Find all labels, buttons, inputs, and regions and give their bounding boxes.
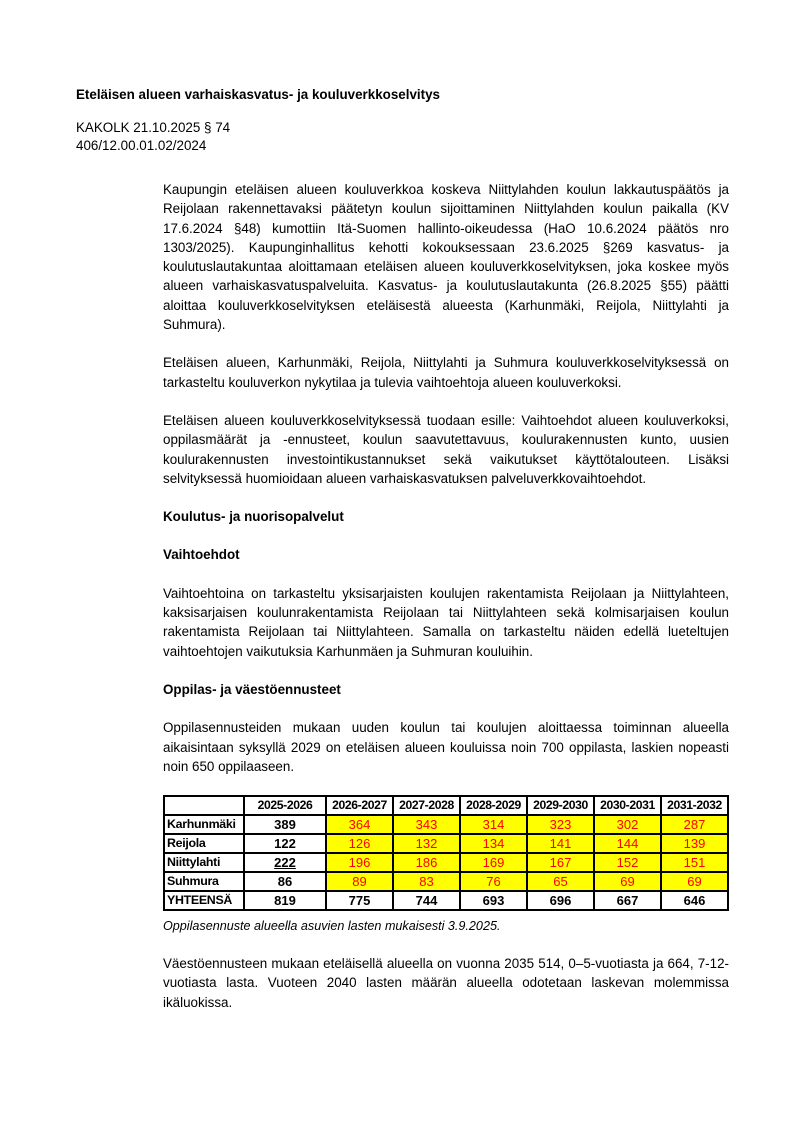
- table-cell: 126: [326, 834, 393, 853]
- paragraph-population: Väestöennusteen mukaan eteläisellä alueella on vuonna 2035 514, 0–5-vuotiasta ja 664, 7-12-vuotiasta lasta. Vuoteen 2040 lasten määrän alueella odotetaan laskevan molemmissa ikäluokissa.: [163, 956, 729, 1010]
- row-label: Reijola: [164, 834, 244, 853]
- header-cell-year: 2031-2032: [661, 796, 728, 815]
- paragraph-intro: Kaupungin eteläisen alueen kouluverkkoa koskeva Niittylahden koulun lakkautuspäätös ja Reijolaan rakennettavaksi päätetyn koulun sijoittaminen Niittylahden koulun paikalla (KV 17.6.2024 §48) kumottiin Itä-Suomen hallinto-oikeudessa (HaO 10.6.2024 päätös nro 1303/2025). Kaupunginhallitus kehotti kokouksessaan 23.6.2025 §269 kasvatus- ja koulutuslautakuntaa aloittamaan eteläisen alueen kouluverkkoselvityksen, joka koskee myös alueen varhaiskasvatuspalveluita. Kasvatus- ja koulutuslautakunta (26.8.2025 §55) päätti aloittaa kouluverkkoselvityksen eteläisestä alueesta (Karhunmäki, Reijola, Niittylahti ja Suhmura).: [163, 182, 729, 333]
- page-title: Eteläisen alueen varhaiskasvatus- ja kouluverkkoselvitys: [76, 87, 440, 102]
- table-cell: 323: [527, 815, 594, 834]
- table-cell: 343: [393, 815, 460, 834]
- table-cell: 169: [460, 853, 527, 872]
- table-cell: 89: [326, 872, 393, 891]
- table-cell: 196: [326, 853, 393, 872]
- table-cell: 134: [460, 834, 527, 853]
- table-header-row: [164, 796, 728, 815]
- table-row-karhunmaki: [164, 815, 728, 834]
- header-cell-year: 2027-2028: [393, 796, 460, 815]
- table-cell: 86: [244, 872, 326, 891]
- table-cell: 775: [326, 891, 393, 910]
- table-cell: 696: [527, 891, 594, 910]
- header-cell-year: 2026-2027: [326, 796, 393, 815]
- table-cell: 76: [460, 872, 527, 891]
- row-label: Suhmura: [164, 872, 244, 891]
- heading-forecasts: Oppilas- ja väestöennusteet: [163, 681, 341, 697]
- table-cell: 222: [244, 853, 326, 872]
- table-cell: 364: [326, 815, 393, 834]
- table-cell: 744: [393, 891, 460, 910]
- table-cell: 314: [460, 815, 527, 834]
- header-cell-year: 2028-2029: [460, 796, 527, 815]
- table-row-niittylahti: [164, 853, 728, 872]
- table-cell: 389: [244, 815, 326, 834]
- table-cell: 141: [527, 834, 594, 853]
- paragraph-enrollment: Oppilasennusteiden mukaan uuden koulun tai koulujen aloittaessa toiminnan alueella aikaisintaan syksyllä 2029 on eteläisen alueen kouluissa noin 700 oppilasta, laskien nopeasti noin 650 oppilaaseen.: [163, 720, 729, 774]
- enrollment-forecast-table: [163, 795, 729, 911]
- table-cell: 167: [527, 853, 594, 872]
- paragraph-options: Vaihtoehtoina on tarkasteltu yksisarjaisten koulujen rakentamista Reijolaan ja Niittylahteen, kaksisarjaisen koulunrakentamista Reijolaan tai Niittylahteen sekä kolmisarjaisen koulun rakentamista Reijolaan tai Niittylahteen. Samalla on tarkasteltu näiden edellä lueteltujen vaihtoehtojen vaikutuksia Karhunmäen ja Suhmuran kouluihin.: [163, 585, 729, 659]
- table-cell: 69: [661, 872, 728, 891]
- table-row-reijola: [164, 834, 728, 853]
- header-cell-year: 2030-2031: [594, 796, 661, 815]
- document-body: [163, 180, 729, 1012]
- table-caption: Oppilasennuste alueella asuvien lasten mukaisesti 3.9.2025.: [163, 919, 501, 934]
- table-row-suhmura: [164, 872, 728, 891]
- table-cell: 302: [594, 815, 661, 834]
- table-cell: 186: [393, 853, 460, 872]
- table-row-total: [164, 891, 728, 910]
- table-cell: 151: [661, 853, 728, 872]
- header-cell-year: 2029-2030: [527, 796, 594, 815]
- table-cell: 152: [594, 853, 661, 872]
- row-label: YHTEENSÄ: [164, 891, 244, 910]
- table-cell: 646: [661, 891, 728, 910]
- paragraph-scope: Eteläisen alueen kouluverkkoselvityksessä tuodaan esille: Vaihtoehdot alueen kouluverkoksi, oppilasmäärät ja -ennusteet, koulun saavutettavuus, koulurakennusten kunto, uusien koulurakennusten investointikustannukset sekä vaikutukset käyttötalouteen. Lisäksi selvityksessä huomioidaan alueen varhaiskasvatuksen palveluverkkovaihtoehdot.: [163, 412, 729, 486]
- table-cell: 69: [594, 872, 661, 891]
- document-meta: [76, 119, 794, 154]
- header-cell-empty: [164, 796, 244, 815]
- table-cell: 139: [661, 834, 728, 853]
- paragraph-overview: Eteläisen alueen, Karhunmäki, Reijola, Niittylahti ja Suhmura kouluverkkoselvityksessä on tarkasteltu kouluverkon nykytilaa ja tulevia vaihtoehtoja alueen kouluverkoksi.: [163, 355, 729, 390]
- row-label: Niittylahti: [164, 853, 244, 872]
- table-cell: 65: [527, 872, 594, 891]
- table-cell: 132: [393, 834, 460, 853]
- table-cell: 819: [244, 891, 326, 910]
- heading-services: Koulutus- ja nuorisopalvelut: [163, 509, 344, 525]
- heading-options: Vaihtoehdot: [163, 547, 240, 563]
- meta-case-number: 406/12.00.01.02/2024: [76, 137, 207, 153]
- meta-record-line: KAKOLK 21.10.2025 § 74: [76, 120, 231, 135]
- row-label: Karhunmäki: [164, 815, 244, 834]
- table-cell: 667: [594, 891, 661, 910]
- table-cell: 144: [594, 834, 661, 853]
- table-cell: 287: [661, 815, 728, 834]
- table-cell: 122: [244, 834, 326, 853]
- header-cell-year: 2025-2026: [244, 796, 326, 815]
- table-cell: 693: [460, 891, 527, 910]
- table-cell: 83: [393, 872, 460, 891]
